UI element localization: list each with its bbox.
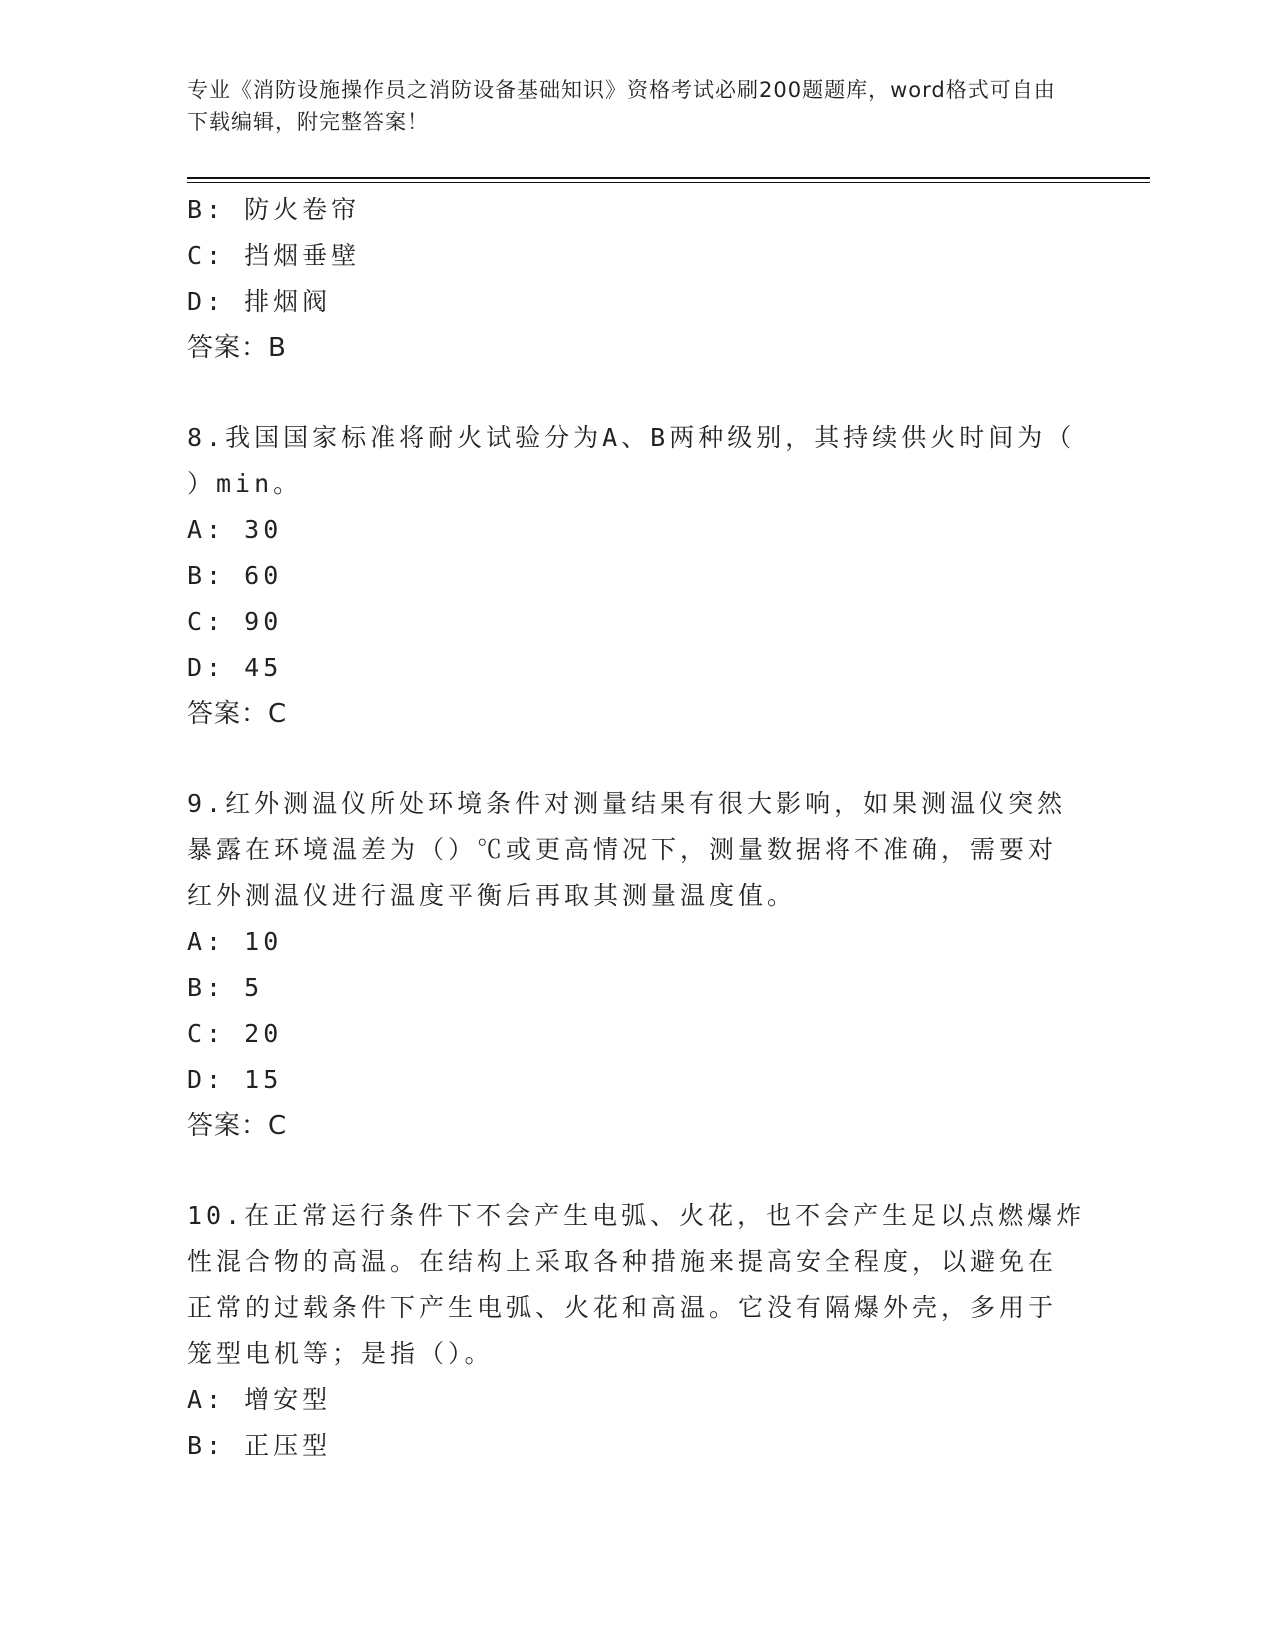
answer-line: 答案：C [187,699,288,729]
header-rule-thick [187,177,1150,179]
spacer [187,371,1087,415]
option-b: B: 60 [187,561,283,590]
option-d: D: 排烟阀 [187,287,332,316]
question-8-text: 8.我国国家标准将耐火试验分为A、B两种级别，其持续供火时间为（ [187,423,1076,452]
question-10-text: 笼型电机等；是指（）。 [187,1339,494,1368]
option-a: A: 10 [187,927,283,956]
answer-line: 答案：B [187,333,287,363]
option-b: B: 5 [187,973,264,1002]
question-9-text: 暴露在环境温差为（）℃或更高情况下，测量数据将不准确，需要对 [187,835,1058,864]
question-9-text: 红外测温仪进行温度平衡后再取其测量温度值。 [187,881,797,910]
question-10-text: 正常的过载条件下产生电弧、火花和高温。它没有隔爆外壳，多用于 [187,1293,1058,1322]
option-b: B: 正压型 [187,1431,332,1460]
option-d: D: 45 [187,653,283,682]
document-header: 专业《消防设施操作员之消防设备基础知识》资格考试必刷200题题库，word格式可自由下载编辑，附完整答案！ [187,78,1056,134]
option-a: A: 30 [187,515,283,544]
question-8-text: ）min。 [187,469,303,498]
option-d: D: 15 [187,1065,283,1094]
option-c: C: 20 [187,1019,283,1048]
option-a: A: 增安型 [187,1385,332,1414]
option-c: C: 90 [187,607,283,636]
document-body [187,187,1087,1469]
spacer [187,1149,1087,1193]
option-c: C: 挡烟垂壁 [187,241,361,270]
spacer [187,737,1087,781]
option-b: B: 防火卷帘 [187,195,361,224]
answer-line: 答案：C [187,1111,288,1141]
question-10-text: 性混合物的高温。在结构上采取各种措施来提高安全程度，以避免在 [187,1247,1058,1276]
question-10-text: 10.在正常运行条件下不会产生电弧、火花，也不会产生足以点燃爆炸 [187,1201,1086,1230]
question-9-text: 9.红外测温仪所处环境条件对测量结果有很大影响，如果测温仪突然 [187,789,1067,818]
header-rule-thin [187,182,1150,183]
